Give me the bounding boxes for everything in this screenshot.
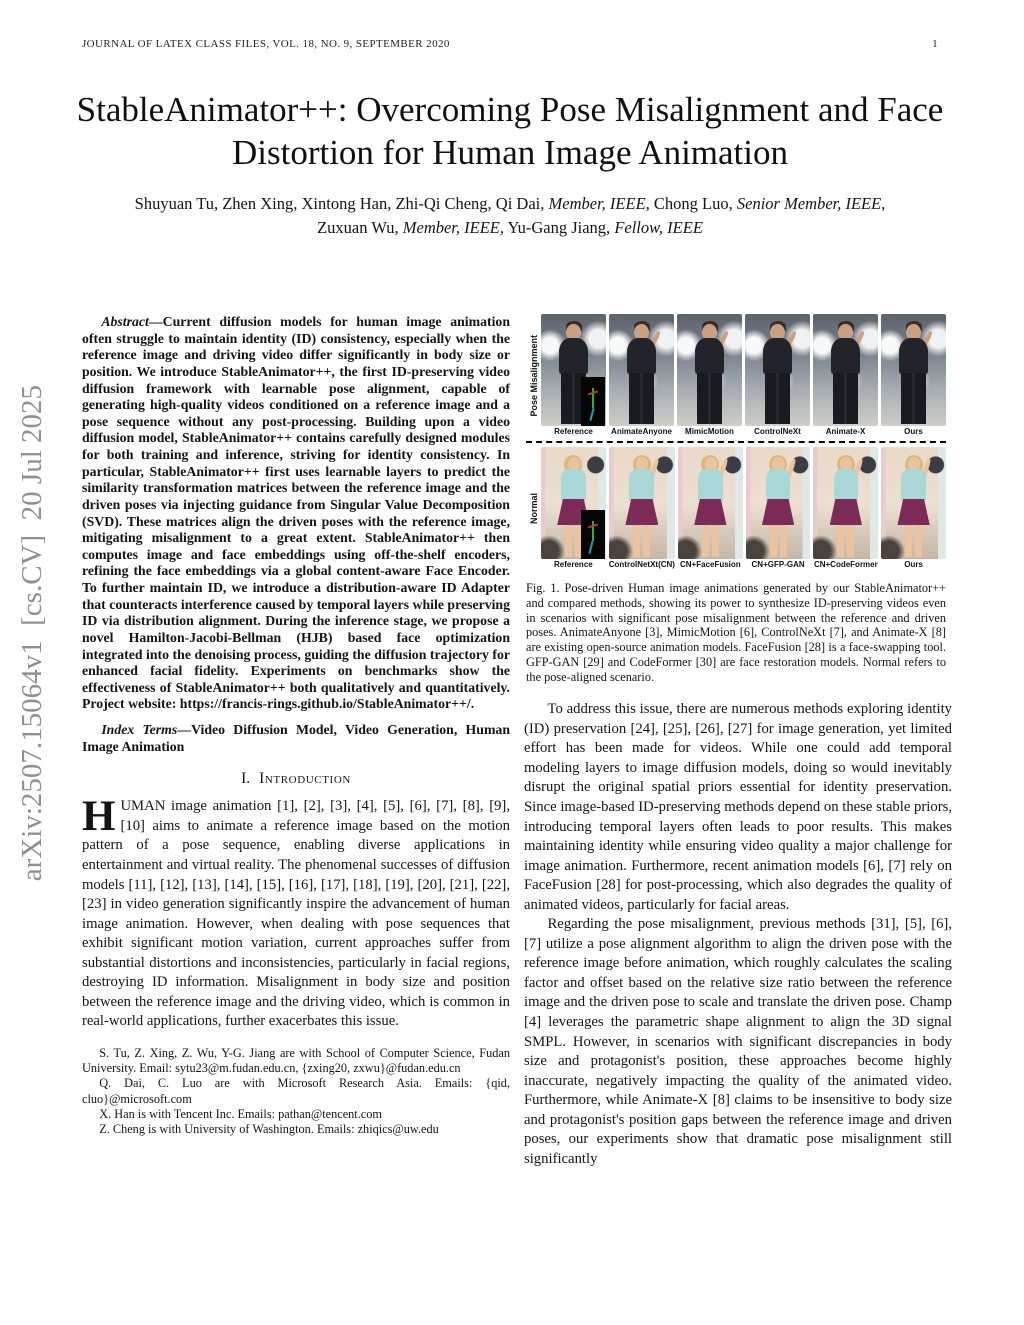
intro-paragraph xyxy=(82,793,510,1032)
figure-row-pose-misalignment xyxy=(526,314,946,438)
figure-cell-cn-gfp-gan xyxy=(746,447,811,571)
figure-image-label: CN+FaceFusion xyxy=(680,560,741,569)
footnote-item: X. Han is with Tencent Inc. Emails: pathan@tencent.com xyxy=(99,1106,382,1121)
figure-cell-controlnext xyxy=(745,314,810,438)
result-photo xyxy=(677,314,742,426)
index-terms-lead: Index Terms xyxy=(101,722,178,737)
figure-caption: Fig. 1. Pose-driven Human image animations generated by our StableAnimator++ and compared methods, showing its power to synthesize ID-preserving videos even in scenarios with significant pose misalignment between the reference and driven poses. AnimateAnyone [3], MimicMotion [6], ControlNeXt [7], and Animate-X [8] are existing open-source animation models. FaceFusion [28] is a face-swapping tool. GFP-GAN [29] and CodeFormer [30] are face restoration models. Normal refers to the pose-aligned scenario. xyxy=(526,581,946,684)
author-line-1: Shuyuan Tu, Zhen Xing, Xintong Han, Zhi-Qi Cheng, Qi Dai, Member, IEEE, Chong Luo, Senior Member, IEEE, xyxy=(134,194,886,213)
footnote-item: S. Tu, Z. Xing, Z. Wu, Y-G. Jiang are with School of Computer Science, Fudan University. Email: sytu23@m.fudan.edu.cn, {zxing20, zxwu}@fudan.edu.cn xyxy=(82,1045,510,1076)
figure-image-label: CN+CodeFormer xyxy=(813,560,878,569)
result-photo xyxy=(745,314,810,426)
figure-cell-ours-bottom xyxy=(881,447,946,571)
figure-1 xyxy=(526,314,946,684)
figure-image-label: Reference xyxy=(554,560,593,569)
figure-cell-ours-top xyxy=(881,314,946,438)
left-column xyxy=(82,314,510,1137)
page-number: 1 xyxy=(932,38,938,50)
figure-cell-animate-x xyxy=(813,314,878,438)
figure-cell-cn-codeformer xyxy=(813,447,878,571)
figure-cell-controlnetxt xyxy=(609,447,675,571)
result-photo xyxy=(678,447,743,559)
figure-cell-mimicmotion xyxy=(677,314,742,438)
result-photo xyxy=(813,447,878,559)
right-column xyxy=(524,314,952,1169)
section-number: I. xyxy=(241,770,251,788)
result-photo xyxy=(881,447,946,559)
pose-skeleton-inset xyxy=(581,377,605,426)
result-photo xyxy=(881,314,946,426)
figure-row-normal xyxy=(526,447,946,571)
figure-image-label: Ours xyxy=(904,560,923,569)
author-line-2: Zuxuan Wu, Member, IEEE, Yu-Gang Jiang, Fellow, IEEE xyxy=(317,217,703,237)
figure-image-label: AnimateAnyone xyxy=(611,427,672,436)
pose-skeleton-inset xyxy=(581,510,605,559)
journal-header: JOURNAL OF LATEX CLASS FILES, VOL. 18, NO. 9, SEPTEMBER 2020 xyxy=(82,38,450,50)
figure-image-label: Reference xyxy=(554,427,593,436)
result-photo xyxy=(746,447,811,559)
row-divider-dashed xyxy=(526,441,946,443)
abstract-text: —Current diffusion models for human image animation often struggle to maintain identity (ID) consistency, especially when the reference image and driving video differ significantly in body size or position. We introduce StableAnimator++, the first ID-preserving video diffusion framework with learnable pose alignment, capable of generating high-quality videos conditioned on a reference image and a pose sequence without any post-processing. Building upon a video diffusion model, StableAnimator++ contains carefully designed modules for both training and inference, striving for identity consistency. In particular, StableAnimator++ first uses learnable layers to predict the similarity transformation matrices between the reference image and the driven poses via injecting guidance from Singular Value Decomposition (SVD). These matrices align the driven poses with the reference image, mitigating misalignment to a great extent. StableAnimator++ then computes image and face embeddings using off-the-shelf encoders, refining the face embeddings via a global content-aware Face Encoder. To further maintain ID, we introduce a distribution-aware ID Adapter that counteracts interference caused by temporal layers while preserving ID via distribution alignment. During the inference stage, we propose a novel Hamilton-Jacobi-Bellman (HJB) based face optimization integrated into the denoising process, guiding the diffusion trajectory for enhanced facial fidelity. Experiments on benchmarks show the effectiveness of StableAnimator++ both qualitatively and quantitatively. Project website: https://francis-rings.github.io/StableAnimator++/. xyxy=(82,314,510,712)
figure-image-label: Ours xyxy=(904,427,923,436)
row-label-normal: Normal xyxy=(528,493,539,525)
index-terms-text: —Video Diffusion Model, Video Generation, Human Image Animation xyxy=(82,722,511,754)
abstract-lead: Abstract xyxy=(101,314,149,329)
figure-image-label: ControlNeXt xyxy=(754,427,801,436)
figure-image-label: ControlNetXt(CN) xyxy=(608,560,675,569)
figure-cell-cn-facefusion xyxy=(678,447,743,571)
intro-text: UMAN image animation [1], [2], [3], [4], [5], [6], [7], [8], [9], [10] aims to animate a reference image based on the motion pattern of a pose sequence, enabling diverse applications in entertainment and virtual reality. The phenomenal successes of diffusion models [11], [12], [13], [14], [15], [16], [17], [18], [19], [20], [21], [22], [23] in video generation significantly inspire the advancement of human image animation. However, when dealing with pose sequences that exhibit significant motion variation, current approaches suffer from substantial distortions and inconsistencies, particularly in facial regions, destroying ID information. Misalignment in body size and position between the reference image and the driving video, which is common in real-world applications, further exacerbates this issue. xyxy=(82,798,510,1030)
section-heading-introduction xyxy=(82,770,510,788)
body-paragraph-2: Regarding the pose misalignment, previous methods [31], [5], [6], [7] utilize a pose alignment algorithm to align the driven pose with the reference image before animation, which roughly calculates the scaling factor and offset based on the relative size ratio between the reference image and the driven pose to scale and translate the driven pose. Champ [4] leverages the parametric shape alignment to align the 3D signal SMPL. However, in scenarios with significant discrepancies in body size and protagonist's position, these approaches become highly inaccurate, negatively impacting the quality of the animated video. Furthermore, while Animate-X [8] claims to be insensitive to body size and protagonist's position gaps between the reference image and driven poses, our experiments show that dramatic pose misalignment still significantly xyxy=(524,916,952,1167)
result-photo xyxy=(813,314,878,426)
figure-cell-reference xyxy=(541,314,606,438)
drop-cap: H xyxy=(82,793,116,841)
author-footnotes xyxy=(82,1046,510,1137)
figure-image-label: MimicMotion xyxy=(685,427,734,436)
result-photo xyxy=(609,447,675,559)
index-terms xyxy=(82,722,510,755)
reference-photo xyxy=(541,447,606,559)
row-label-pose-misalignment: Pose Misalignment xyxy=(528,335,539,417)
reference-photo xyxy=(541,314,606,426)
running-header xyxy=(82,38,938,50)
figure-image-label: CN+GFP-GAN xyxy=(751,560,805,569)
abstract xyxy=(82,314,510,713)
author-list xyxy=(82,192,938,240)
footnote-item: Q. Dai, C. Luo are with Microsoft Research Asia. Emails: {qid, cluo}@microsoft.com xyxy=(82,1076,510,1106)
result-photo xyxy=(609,314,674,426)
footnote-item: Z. Cheng is with University of Washington. Emails: zhiqics@uw.edu xyxy=(99,1122,439,1137)
figure-cell-animateanyone xyxy=(609,314,674,438)
figure-cell-reference-normal xyxy=(541,447,606,571)
arxiv-watermark: arXiv:2507.15064v1 [cs.CV] 20 Jul 2025 xyxy=(15,384,48,882)
figure-image-label: Animate-X xyxy=(825,427,866,436)
paper-title: StableAnimator++: Overcoming Pose Misalignment and Face Distortion for Human Image Animation xyxy=(76,90,944,173)
section-title: Introduction xyxy=(259,770,351,788)
body-paragraph-1: To address this issue, there are numerous methods exploring identity (ID) preservation [24], [25], [26], [27] for image generation, yet limited effort has been made for videos. While one could add temporal modeling layers to image diffusion models, doing so would inevitably disrupt the original spatial priors essential for identity preservation. Since image-based ID-preserving methods depend on these stable priors, introducing temporal layers often leads to poor results. This makes maintaining identity while ensuring video quality a major challenge for image animation. Furthermore, recent animation models [6], [7] rely on FaceFusion [28] for post-processing, which also degrades the quality of animated videos, particularly for facial areas. xyxy=(524,701,952,913)
